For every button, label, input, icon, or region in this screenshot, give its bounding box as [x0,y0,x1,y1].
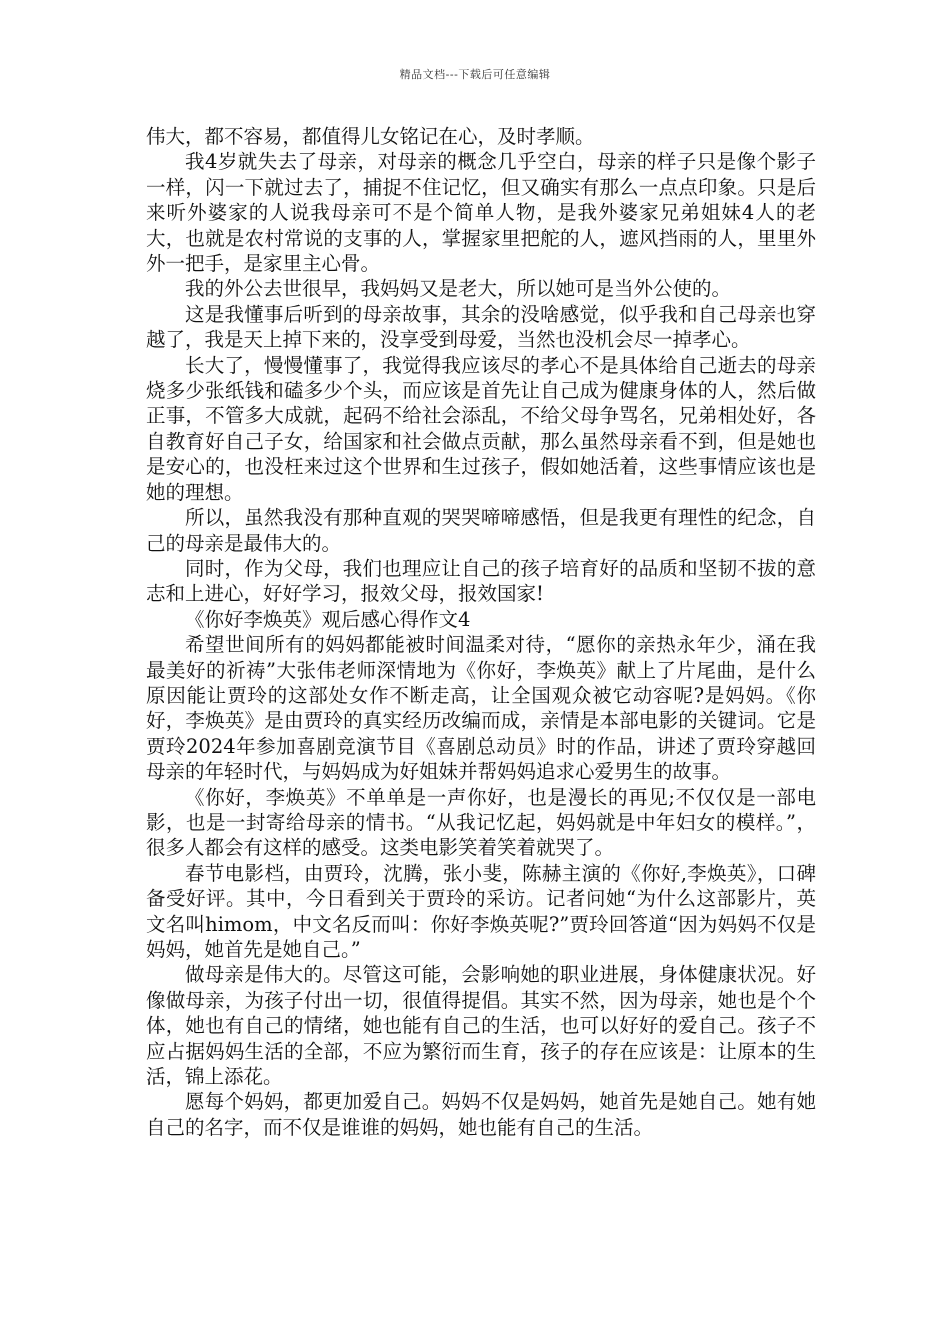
page-header: 精品文档---下载后可任意编辑 [399,68,551,81]
paragraph-continuation: 伟大，都不容易，都值得儿女铭记在心，及时孝顺。 [146,125,595,148]
paragraph: 希望世间所有的妈妈都能被时间温柔对待，“愿你的亲热永年少，涌在我最美好的祈祷”大张伟老师深情地为《你好，李焕英》献上了片尾曲，是什么原因能让贾玲的这部处女作不断走高，让全国观众被它动容呢?是妈妈。《你好，李焕英》是由贾玲的真实经历改编而成，亲情是本部电影的关键词。它是贾玲2024年参加喜剧竞演节目《喜剧总动员》时的作品，讲述了贾玲穿越回母亲的年轻时代，与妈妈成为好姐妹并帮妈妈追求心爱男生的故事。 [146,633,816,784]
paragraph: 同时，作为父母，我们也理应让自己的孩子培育好的品质和坚韧不拔的意志和上进心，好好学习，报效父母，报效国家! [146,556,816,606]
paragraph: 长大了，慢慢懂事了，我觉得我应该尽的孝心不是具体给自己逝去的母亲烧多少张纸钱和磕多少个头，而应该是首先让自己成为健康身体的人，然后做正事，不管多大成就，起码不给社会添乱，不给父母争骂名，兄弟相处好，各自教育好自己子女，给国家和社会做点贡献，那么虽然母亲看不到，但是她也是安心的，也没枉来过这个世界和生过孩子，假如她活着，这些事情应该也是她的理想。 [146,353,816,504]
paragraph: 做母亲是伟大的。尽管这可能，会影响她的职业进展，身体健康状况。好像做母亲，为孩子付出一切，很值得提倡。其实不然，因为母亲，她也是个个体，她也有自己的情绪，她也能有自己的生活，也可以好好的爱自己。孩子不应占据妈妈生活的全部，不应为繁衍而生育，孩子的存在应该是：让原本的生活，锦上添花。 [146,963,816,1089]
paragraph: 《你好，李焕英》不单单是一声你好，也是漫长的再见;不仅仅是一部电影，也是一封寄给母亲的情书。“从我记忆起，妈妈就是中年妇女的模样。”，很多人都会有这样的感受。这类电影笑着笑着就哭了。 [146,785,816,860]
paragraph: 春节电影档，由贾玲，沈腾，张小斐，陈赫主演的《你好,李焕英》，口碑备受好评。其中，今日看到关于贾玲的采访。记者问她“为什么这部影片，英文名叫himom，中文名反而叫：你好李焕英呢?”贾玲回答道“因为妈妈不仅是妈妈，她首先是她自己。” [146,861,816,961]
paragraph: 我4岁就失去了母亲，对母亲的概念几乎空白，母亲的样子只是像个影子一样，闪一下就过去了，捕捉不住记忆，但又确实有那么一点点印象。只是后来听外婆家的人说我母亲可不是个简单人物，是我外婆家兄弟姐妹4人的老大，也就是农村常说的支事的人，掌握家里把舵的人，遮风挡雨的人，里里外外一把手，是家里主心骨。 [146,150,816,276]
section-heading: 《你好李焕英》观后感心得作文4 [185,607,471,631]
paragraph: 我的外公去世很早，我妈妈又是老大，所以她可是当外公使的。 [185,277,732,301]
paragraph: 所以，虽然我没有那种直观的哭哭啼啼感悟，但是我更有理性的纪念，自己的母亲是最伟大的。 [146,506,816,555]
paragraph: 这是我懂事后听到的母亲故事，其余的没啥感觉，似乎我和自己母亲也穿越了，我是天上掉下来的，没享受到母爱，当然也没机会尽一掉孝心。 [146,302,816,352]
paragraph: 愿每个妈妈，都更加爱自己。妈妈不仅是妈妈，她首先是她自己。她有她自己的名字，而不仅是谁谁的妈妈，她也能有自己的生活。 [146,1090,816,1139]
article-body [146,124,816,1140]
